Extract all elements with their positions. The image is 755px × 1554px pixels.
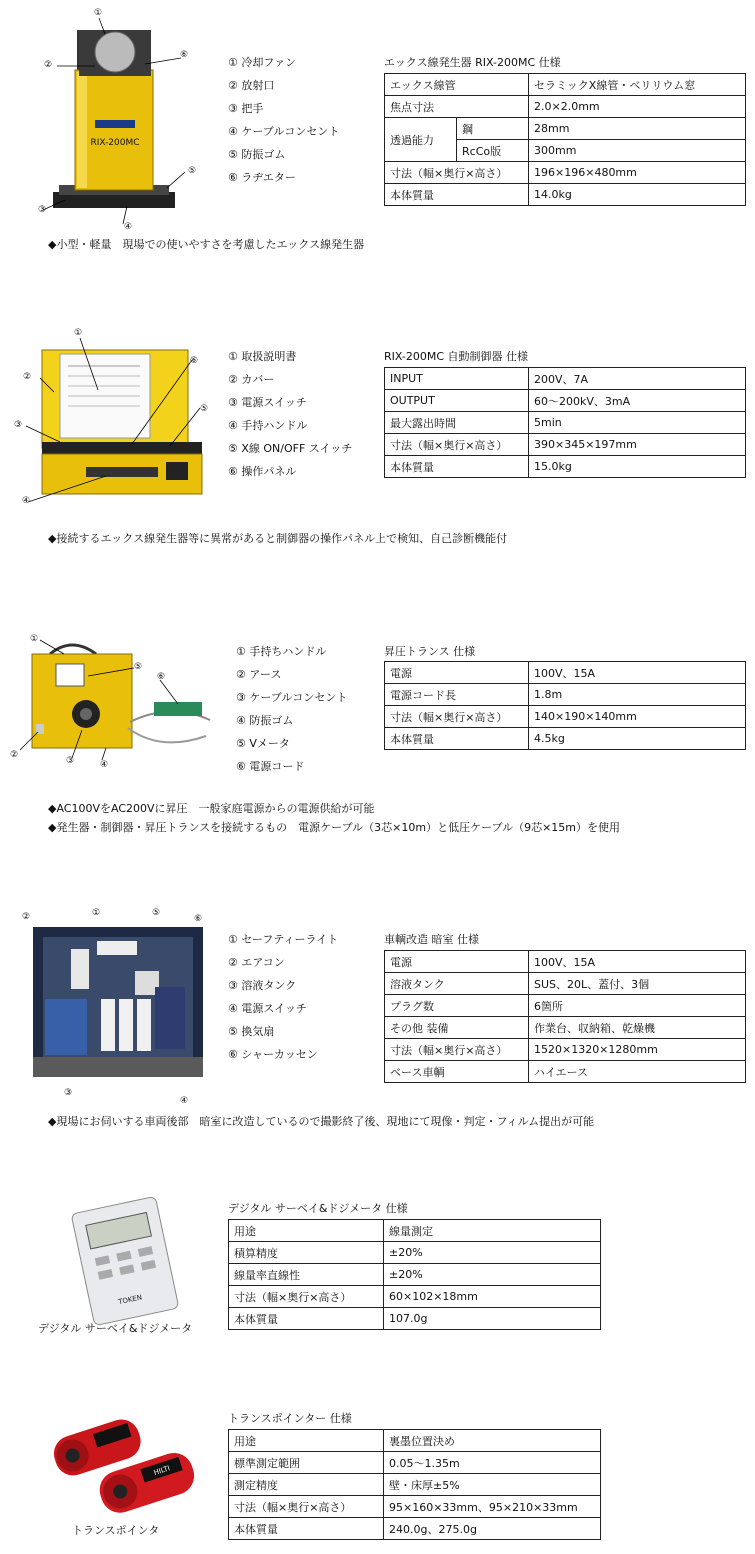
- legend-item: ④ 防振ゴム: [236, 714, 294, 727]
- table-row: [385, 390, 746, 412]
- callout-2: ②: [10, 750, 19, 760]
- table-row: [385, 412, 746, 434]
- table-row: [229, 1496, 601, 1518]
- spec-label: 溶液タンク: [385, 973, 529, 995]
- dosimeter-brand-text: TOKEN: [117, 1293, 143, 1307]
- spec-label: 最大露出時間: [385, 412, 529, 434]
- spec-value: 裏墨位置決め: [384, 1430, 601, 1452]
- table-row: [385, 456, 746, 478]
- section-note: ◆現場にお伺いする車両後部 暗室に改造しているので撮影終了後、現地にて現像・判定・フィルム提出が可能: [48, 1115, 595, 1128]
- spec-label: 寸法（幅×奥行×高さ）: [229, 1496, 384, 1518]
- spec-table-dosimeter: [228, 1219, 601, 1330]
- spec-label: 焦点寸法: [385, 96, 529, 118]
- spec-label: 用途: [229, 1220, 384, 1242]
- section-note: ◆小型・軽量 現場での使いやすさを考慮したエックス線発生器: [48, 238, 365, 251]
- spec-label: 電源: [385, 662, 529, 684]
- spec-value: 196×196×480mm: [529, 162, 746, 184]
- legend-item: ⑥ 操作パネル: [228, 465, 297, 478]
- transformer-image: [10, 632, 230, 772]
- spec-table-generator: [384, 73, 746, 206]
- spec-value: 14.0kg: [529, 184, 746, 206]
- legend-item: ⑤ X線 ON/OFF スイッチ: [228, 442, 353, 455]
- spec-label: 寸法（幅×奥行×高さ）: [385, 706, 529, 728]
- image-caption: デジタル サーベイ&ドジメータ: [38, 1322, 193, 1335]
- table-row: [385, 995, 746, 1017]
- table-row: [385, 684, 746, 706]
- spec-value: ハイエース: [529, 1061, 746, 1083]
- callout-2: ②: [23, 372, 32, 382]
- spec-label: INPUT: [385, 368, 529, 390]
- spec-label: 本体質量: [229, 1518, 384, 1540]
- spec-table-controller: [384, 367, 746, 478]
- section-note: ◆発生器・制御器・昇圧トランスを接続するもの 電源ケーブル（3芯×10m）と低圧ケーブル（9芯×15m）を使用: [48, 821, 621, 834]
- table-row: [385, 1039, 746, 1061]
- callout-6: ⑥: [157, 672, 166, 682]
- table-row: [229, 1264, 601, 1286]
- legend-item: ③ 電源スイッチ: [228, 396, 307, 409]
- table-title: 昇圧トランス 仕様: [384, 645, 476, 658]
- table-row: [385, 706, 746, 728]
- legend-item: ① 取扱説明書: [228, 350, 297, 363]
- callout-3: ③: [14, 420, 23, 430]
- callout-4: ④: [180, 1096, 189, 1106]
- spec-value: 140×190×140mm: [529, 706, 746, 728]
- table-row: [229, 1430, 601, 1452]
- legend-item: ② エアコン: [228, 956, 285, 969]
- spec-label: 測定精度: [229, 1474, 384, 1496]
- callout-3: ③: [64, 1088, 73, 1098]
- spec-label: 電源: [385, 951, 529, 973]
- table-row: [385, 96, 746, 118]
- spec-label: 寸法（幅×奥行×高さ）: [229, 1286, 384, 1308]
- table-row: [229, 1242, 601, 1264]
- spec-value: 壁・床厚±5%: [384, 1474, 601, 1496]
- legend-item: ⑥ シャーカッセン: [228, 1048, 318, 1061]
- spec-value: 2.0×2.0mm: [529, 96, 746, 118]
- callout-5: ⑤: [200, 404, 209, 414]
- callout-4: ④: [124, 222, 133, 232]
- legend-item: ② アース: [236, 668, 282, 681]
- spec-value: SUS、20L、蓋付、3個: [529, 973, 746, 995]
- spec-label: 本体質量: [229, 1308, 384, 1330]
- spec-value: 390×345×197mm: [529, 434, 746, 456]
- legend-item: ⑤ 換気扇: [228, 1025, 275, 1038]
- table-row: [385, 162, 746, 184]
- spec-table-darkroom: [384, 950, 746, 1083]
- spec-value: 240.0g、275.0g: [384, 1518, 601, 1540]
- table-title: トランスポインター 仕様: [228, 1412, 352, 1425]
- controller-image: [20, 330, 215, 510]
- spec-label: 積算精度: [229, 1242, 384, 1264]
- callout-5: ⑤: [152, 908, 161, 918]
- table-row: [385, 368, 746, 390]
- legend-item: ① セーフティーライト: [228, 933, 339, 946]
- table-row: [385, 662, 746, 684]
- section-note: ◆AC100VをAC200Vに昇圧 一般家庭電源からの電源供給が可能: [48, 802, 375, 815]
- callout-6: ⑥: [194, 914, 203, 924]
- callout-3: ③: [38, 205, 47, 215]
- callout-1: ①: [74, 328, 83, 338]
- spec-label: 電源コード長: [385, 684, 529, 706]
- callout-5: ⑤: [188, 166, 197, 176]
- spec-value: 4.5kg: [529, 728, 746, 750]
- dosimeter-image: [60, 1196, 190, 1326]
- callout-6: ⑥: [190, 356, 199, 366]
- spec-sublabel: 鋼: [457, 118, 529, 140]
- legend-item: ④ ケーブルコンセント: [228, 125, 340, 138]
- spec-value: 6箇所: [529, 995, 746, 1017]
- legend-item: ① 冷却ファン: [228, 56, 297, 69]
- callout-1: ①: [30, 634, 39, 644]
- legend-item: ③ ケーブルコンセント: [236, 691, 348, 704]
- legend-item: ⑥ 電源コード: [236, 760, 305, 773]
- spec-value: 100V、15A: [529, 662, 746, 684]
- spec-value: 60×102×18mm: [384, 1286, 601, 1308]
- spec-sublabel: RcCo版: [457, 140, 529, 162]
- legend-item: ③ 溶液タンク: [228, 979, 297, 992]
- spec-value: セラミックX線管・ベリリウム窓: [529, 74, 746, 96]
- spec-value: 線量測定: [384, 1220, 601, 1242]
- xray-generator-image: [35, 10, 205, 230]
- spec-value: 100V、15A: [529, 951, 746, 973]
- spec-label: 寸法（幅×奥行×高さ）: [385, 1039, 529, 1061]
- callout-5: ⑤: [134, 662, 143, 672]
- legend-item: ① 手持ちハンドル: [236, 645, 327, 658]
- spec-value: ±20%: [384, 1264, 601, 1286]
- darkroom-image: [33, 927, 203, 1077]
- table-row: [229, 1452, 601, 1474]
- table-row: [385, 728, 746, 750]
- spec-label: 寸法（幅×奥行×高さ）: [385, 162, 529, 184]
- spec-label: 標準測定範囲: [229, 1452, 384, 1474]
- spec-value: 0.05〜1.35m: [384, 1452, 601, 1474]
- spec-label: その他 装備: [385, 1017, 529, 1039]
- callout-4: ④: [22, 496, 31, 506]
- spec-label: 用途: [229, 1430, 384, 1452]
- callout-2: ②: [22, 912, 31, 922]
- table-row: [385, 973, 746, 995]
- table-title: デジタル サーベイ&ドジメータ 仕様: [228, 1202, 408, 1215]
- generator-model-text: RIX-200MC: [90, 138, 140, 148]
- spec-value: ±20%: [384, 1242, 601, 1264]
- legend-item: ② 放射口: [228, 79, 275, 92]
- spec-label: 線量率直線性: [229, 1264, 384, 1286]
- table-row: [385, 1017, 746, 1039]
- spec-value: 200V、7A: [529, 368, 746, 390]
- callout-1: ①: [94, 8, 103, 18]
- section-note: ◆接続するエックス線発生器等に異常があると制御器の操作パネル上で検知、自己診断機能付: [48, 532, 508, 545]
- spec-label: 本体質量: [385, 184, 529, 206]
- legend-item: ⑤ 防振ゴム: [228, 148, 286, 161]
- legend-item: ④ 手持ハンドル: [228, 419, 308, 432]
- callout-6: ⑥: [180, 50, 189, 60]
- table-row: [229, 1518, 601, 1540]
- spec-label: ベース車輌: [385, 1061, 529, 1083]
- table-title: RIX-200MC 自動制御器 仕様: [384, 350, 529, 363]
- spec-label: プラグ数: [385, 995, 529, 1017]
- spec-value: 107.0g: [384, 1308, 601, 1330]
- table-title: 車輌改造 暗室 仕様: [384, 933, 479, 946]
- spec-value: 15.0kg: [529, 456, 746, 478]
- spec-value: 60〜200kV、3mA: [529, 390, 746, 412]
- legend-item: ④ 電源スイッチ: [228, 1002, 307, 1015]
- callout-3: ③: [66, 756, 75, 766]
- table-row: [229, 1220, 601, 1242]
- table-row: [385, 184, 746, 206]
- table-title: エックス線発生器 RIX-200MC 仕様: [384, 56, 561, 69]
- table-row: [229, 1286, 601, 1308]
- spec-table-transpointer: [228, 1429, 601, 1540]
- spec-value: 5min: [529, 412, 746, 434]
- table-row: [385, 434, 746, 456]
- spec-label: エックス線管: [385, 74, 529, 96]
- spec-value: 1520×1320×1280mm: [529, 1039, 746, 1061]
- legend-item: ⑤ Vメータ: [236, 737, 290, 750]
- legend-item: ⑥ ラヂエター: [228, 171, 296, 184]
- image-caption: トランスポインタ: [72, 1524, 160, 1537]
- spec-label: 透過能力: [385, 118, 457, 162]
- spec-label: OUTPUT: [385, 390, 529, 412]
- transpointer-brand-text: HILTI: [152, 1464, 172, 1478]
- spec-value: 作業台、収納箱、乾燥機: [529, 1017, 746, 1039]
- table-row: [229, 1308, 601, 1330]
- table-row: [385, 1061, 746, 1083]
- spec-value: 95×160×33mm、95×210×33mm: [384, 1496, 601, 1518]
- spec-value: 1.8m: [529, 684, 746, 706]
- spec-label: 本体質量: [385, 456, 529, 478]
- spec-label: 本体質量: [385, 728, 529, 750]
- callout-4: ④: [100, 760, 109, 770]
- spec-value: 300mm: [529, 140, 746, 162]
- spec-label: 寸法（幅×奥行×高さ）: [385, 434, 529, 456]
- transpointer-image: [36, 1410, 196, 1520]
- callout-2: ②: [44, 60, 53, 70]
- legend-item: ③ 把手: [228, 102, 264, 115]
- legend-item: ② カバー: [228, 373, 275, 386]
- callout-1: ①: [92, 908, 101, 918]
- table-row: [229, 1474, 601, 1496]
- table-row: [385, 118, 746, 140]
- spec-value: 28mm: [529, 118, 746, 140]
- table-row: [385, 74, 746, 96]
- spec-table-transformer: [384, 661, 746, 750]
- table-row: [385, 951, 746, 973]
